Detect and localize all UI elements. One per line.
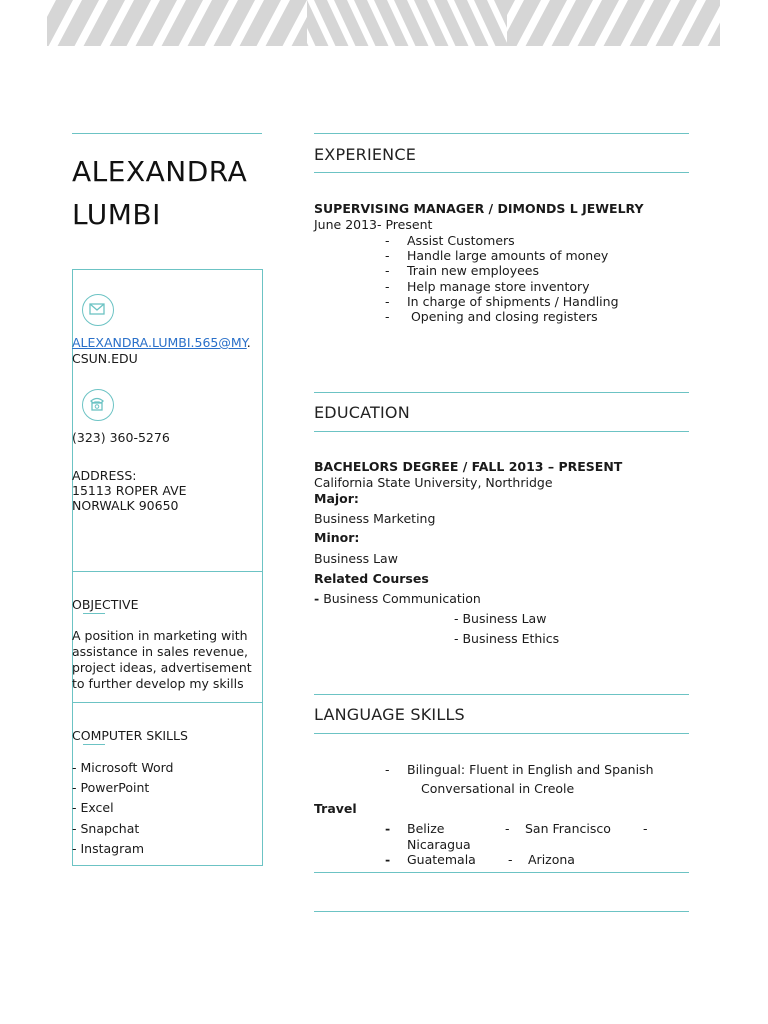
related-courses-label: Related Courses — [314, 571, 429, 586]
travel-place: Arizona — [528, 852, 575, 867]
job-dates: June 2013- Present — [314, 217, 433, 232]
email-address[interactable] — [72, 335, 272, 366]
page-end-rule — [314, 911, 689, 912]
travel-bullet: - — [385, 852, 391, 867]
language-top-rule — [314, 694, 689, 695]
travel-place: San Francisco — [525, 821, 611, 836]
course-item: - Business Ethics — [454, 631, 560, 646]
list-item: - Excel — [72, 800, 114, 816]
objective-box — [72, 571, 263, 703]
phone-number: (323) 360-5276 — [72, 430, 170, 445]
experience-top-rule — [314, 133, 689, 134]
list-item: - Opening and closing registers — [385, 309, 619, 324]
objective-line: A position in marketing with — [72, 628, 248, 643]
language-bilingual: Bilingual: Fluent in English and Spanish — [407, 762, 654, 777]
travel-separator: - — [508, 852, 513, 867]
major-label: Major: — [314, 491, 359, 506]
objective-heading: OBJECTIVE — [72, 597, 139, 612]
education-top-rule — [314, 392, 689, 393]
email-link[interactable]: ALEXANDRA.LUMBI.565@MY — [72, 335, 247, 350]
language-dash: - — [385, 762, 390, 777]
telephone-icon — [82, 389, 114, 421]
list-item: - Snapchat — [72, 820, 140, 836]
objective-heading-underline — [83, 613, 105, 614]
email-dot: . — [246, 335, 251, 350]
address-label: ADDRESS: — [72, 468, 137, 483]
education-bottom-rule — [314, 431, 689, 432]
computer-skills-box — [72, 702, 263, 866]
computer-skills-list — [72, 758, 173, 859]
objective-line: assistance in sales revenue, — [72, 644, 249, 659]
language-creole: Conversational in Creole — [421, 781, 575, 796]
course-item — [314, 591, 481, 607]
envelope-icon — [82, 294, 114, 326]
list-item: - Assist Customers — [385, 233, 619, 248]
objective-line: project ideas, advertisement — [72, 660, 252, 675]
list-item: - Train new employees — [385, 263, 619, 278]
minor-label: Minor: — [314, 530, 360, 545]
computer-skills-heading-underline — [83, 744, 105, 745]
email-domain: CSUN.EDU — [72, 350, 138, 366]
experience-bottom-rule — [314, 172, 689, 173]
travel-bullet: - — [385, 821, 391, 836]
course-item: - Business Law — [454, 611, 547, 626]
language-heading: LANGUAGE SKILLS — [314, 705, 465, 724]
course-bullet: - — [314, 591, 320, 606]
minor: Business Law — [314, 551, 398, 566]
list-item: - Handle large amounts of money — [385, 248, 619, 263]
computer-skills-heading: COMPUTER SKILLS — [72, 728, 188, 743]
school: California State University, Northridge — [314, 475, 553, 490]
travel-separator: - — [643, 821, 648, 836]
objective-text — [72, 628, 262, 692]
list-item: - In charge of shipments / Handling — [385, 294, 619, 309]
left-top-rule — [72, 133, 262, 134]
travel-place: Nicaragua — [407, 837, 471, 852]
list-item: - Help manage store inventory — [385, 279, 619, 294]
list-item: - PowerPoint — [72, 780, 150, 796]
list-item: - Instagram — [72, 840, 145, 856]
list-item: - Microsoft Word — [72, 760, 174, 775]
last-name: LUMBI — [72, 198, 161, 231]
degree: BACHELORS DEGREE / FALL 2013 – PRESENT — [314, 459, 623, 474]
address-line-1: 15113 ROPER AVE — [72, 483, 187, 498]
travel-label: Travel — [314, 801, 357, 816]
header-pattern-banner — [47, 0, 720, 46]
travel-place: Guatemala — [407, 852, 476, 867]
travel-place: Belize — [407, 821, 445, 836]
objective-line: to further develop my skills — [72, 676, 244, 691]
address-line-2: NORWALK 90650 — [72, 498, 179, 513]
language-end-rule — [314, 872, 689, 873]
education-heading: EDUCATION — [314, 403, 410, 422]
experience-heading: EXPERIENCE — [314, 145, 417, 164]
first-name: ALEXANDRA — [72, 155, 248, 188]
course-name: Business Communication — [323, 591, 481, 606]
job-title: SUPERVISING MANAGER / DIMONDS L JEWELRY — [314, 201, 644, 216]
travel-separator: - — [505, 821, 510, 836]
major: Business Marketing — [314, 511, 436, 526]
job-duties-list — [385, 233, 619, 324]
contact-box — [72, 269, 263, 572]
language-bottom-rule — [314, 733, 689, 734]
